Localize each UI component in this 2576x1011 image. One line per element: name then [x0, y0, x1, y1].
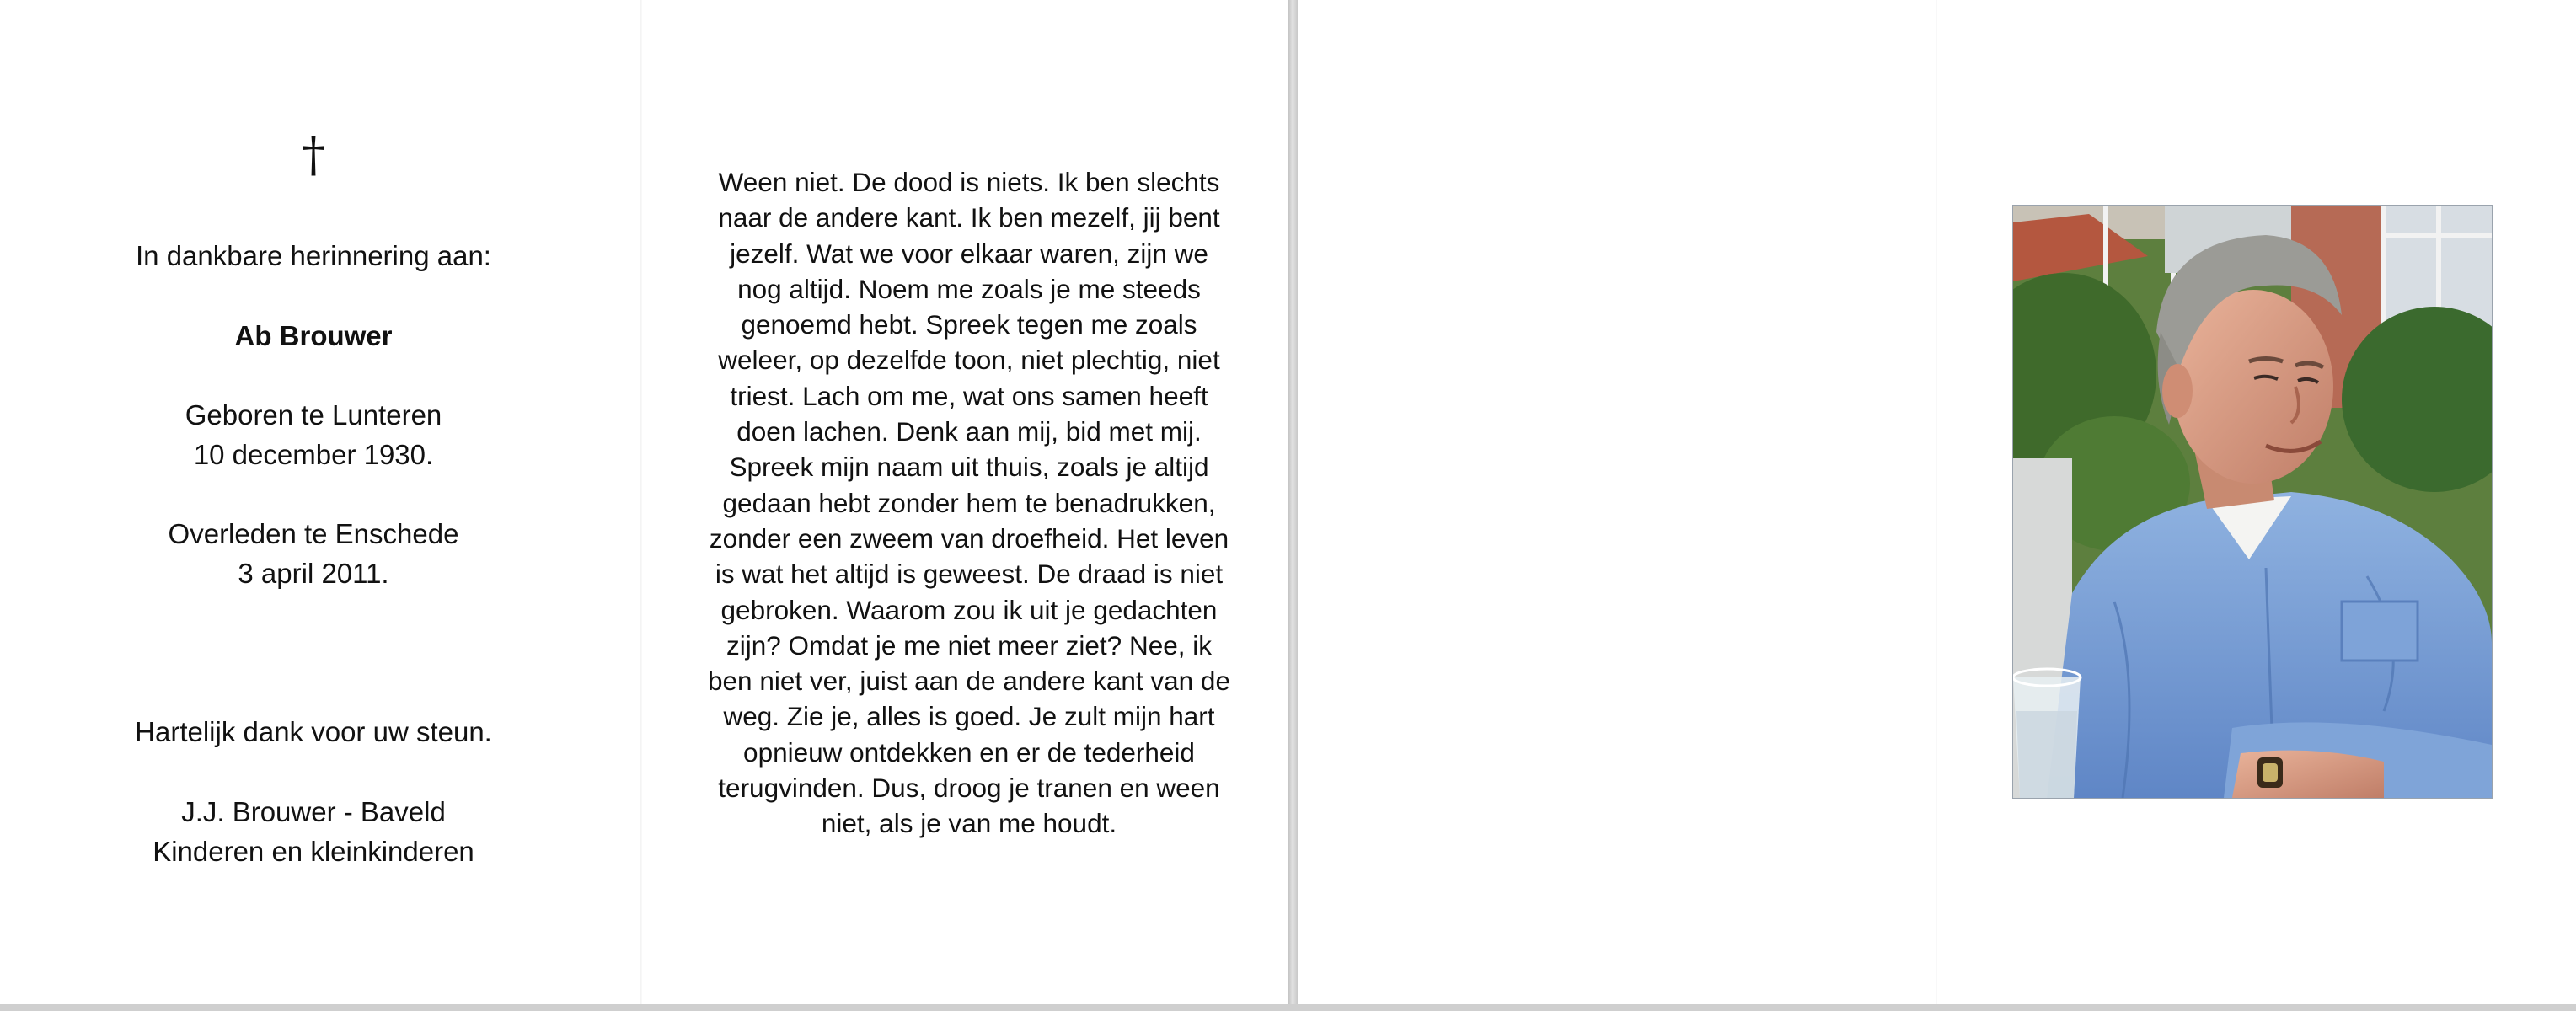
poem-panel	[691, 164, 1247, 842]
death-place: Overleden te Enschede	[168, 518, 459, 549]
dedication-intro: In dankbare herinnering aan:	[136, 240, 491, 271]
portrait-illustration	[2013, 206, 2492, 798]
water-glass-icon	[2013, 669, 2081, 798]
card-fold-line	[640, 0, 642, 1004]
memorial-card-inner	[0, 0, 1288, 1004]
dedication-panel	[42, 0, 585, 1004]
poem-text: Ween niet. De dood is niets. Ik ben slechts naar de andere kant. Ik ben mezelf, jij bent jezelf. Wat we voor elkaar waren, zijn we nog altijd. Noem me zoals je me steeds genoemd hebt. Spreek tegen me zoals weleer, op dezelfde toon, niet plechtig, niet triest. Lach om me, wat ons samen heeft doen lachen. Denk aan mij, bid met mij. Spreek mijn naam uit thuis, zoals je altijd gedaan hebt zonder hem te benadrukken, zonder een zweem van droefheid. Het leven is wat het altijd is geweest. De draad is niet gebroken. Waarom zou ik uit je gedachten zijn? Omdat je me niet meer ziet? Nee, ik ben niet ver, juist aan de andere kant van de weg. Zie je, alles is goed. Je zult mijn hart opnieuw ontdekken en er de tederheid terugvinden. Dus, droog je tranen en ween niet, als je van me houdt.	[708, 167, 1230, 839]
thanks-text: Hartelijk dank voor uw steun.	[135, 716, 492, 747]
family-names: J.J. Brouwer - Baveld	[181, 796, 446, 827]
birth-date: 10 december 1930.	[193, 439, 434, 470]
card-fold-line	[1936, 0, 1937, 1004]
family-children: Kinderen en kleinkinderen	[153, 836, 474, 867]
death-date: 3 april 2011.	[238, 558, 389, 589]
memorial-card-outer	[1298, 0, 2576, 1004]
scan-seam	[1288, 0, 1298, 1011]
deceased-name: Ab Brouwer	[234, 320, 393, 351]
scan-bottom-edge	[0, 1004, 2576, 1011]
cross-icon: †	[302, 128, 325, 183]
portrait-photo	[2012, 205, 2493, 799]
birth-place: Geboren te Lunteren	[185, 399, 442, 431]
